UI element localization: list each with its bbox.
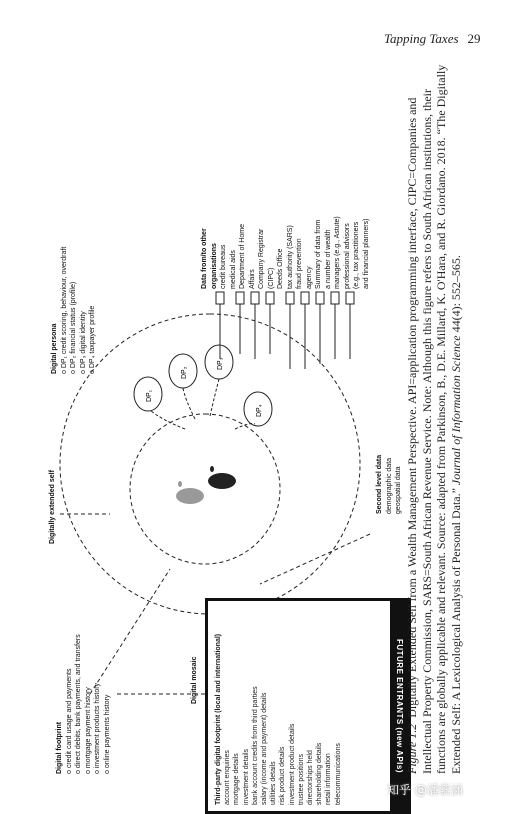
- list-item: bank account credits from third parties: [251, 686, 259, 805]
- future-entrants-list: [223, 634, 343, 805]
- list-item: o mortgage payment history: [84, 634, 94, 774]
- dp-ellipses: [134, 345, 272, 426]
- list-item: directorships held: [307, 750, 315, 805]
- future-entrants-content: [214, 634, 343, 805]
- list-item: credit bureaus: [220, 244, 227, 289]
- data-organisations-title: Data from/to other organisations: [201, 228, 218, 289]
- digital-footprint-block: [55, 634, 112, 774]
- list-item: o DP₃ digital identity: [79, 247, 89, 374]
- dp1-label: DP₁: [146, 389, 153, 402]
- list-item: o credit card usage and payments: [65, 634, 75, 774]
- caption-label: Figure 1.2: [405, 723, 419, 774]
- dp2-label: DP₂: [181, 366, 188, 379]
- list-item: account enquiries: [224, 750, 232, 805]
- digital-mosaic-label: Digital mosaic: [191, 656, 198, 704]
- caption-text: Digitally Extended Self from a Wealth Management Perspective. API=application programming interface, CIPC=Companies and Intellectual Property Commission, SARS=South African Revenue Service. Note: Although this figure refers to South African institutions, their functions are globally applicable and relevant. Source: adapted from Parkinson, B., D.E. Millard, K. O'Hara, and R. Giordano. 2018. “The Digitally Extended Self: A Lexicological Analysis of Personal Data.”: [405, 64, 463, 774]
- list-item: o direct debits, bank payments, and transfers: [74, 634, 84, 774]
- running-title: Tapping Taxes: [384, 31, 459, 46]
- list-item: risk product details: [279, 746, 287, 805]
- dp4-label: DP₄: [256, 404, 263, 417]
- running-header: [384, 31, 481, 47]
- dp-arrows: [150, 379, 255, 429]
- list-item: retail information: [325, 753, 333, 805]
- figure: [0, 214, 450, 814]
- list-item: salary (income and payment) details: [261, 692, 269, 805]
- caption-journal: Journal of Information Science: [448, 335, 463, 486]
- list-item: o DP₂ financial status (profile): [69, 247, 79, 374]
- data-organisations-block: [200, 214, 371, 289]
- caption-tail: 44(4): 552–565.: [448, 255, 463, 333]
- digital-persona-block: [50, 247, 98, 374]
- data-arrows: [220, 304, 350, 369]
- page-number: 29: [467, 31, 481, 46]
- figure-caption: [405, 54, 511, 774]
- inner-dashed-circle: [130, 414, 280, 564]
- list-item: tax authority (SARS): [286, 225, 294, 289]
- list-item: Department of Home Affairs: [239, 224, 256, 289]
- digital-persona-title: Digital persona: [51, 323, 58, 374]
- database-icons: [216, 292, 354, 304]
- future-entrants-box: [205, 598, 411, 814]
- list-item: Summary of data from a number of wealth managers (e.g., Astute): [315, 216, 341, 289]
- list-item: utilities details: [270, 761, 278, 805]
- list-item: demographic data: [385, 457, 393, 514]
- list-item: Deeds Office: [277, 248, 284, 289]
- list-item: geospatial data: [395, 466, 402, 514]
- future-entrants-title: Third-party digital footprint (local and international): [215, 633, 222, 805]
- list-item: o investment products history: [93, 634, 103, 774]
- list-item: shareholding details: [316, 742, 324, 805]
- list-item: o DP₄ taxpayer profile: [88, 247, 98, 374]
- list-item: telecommunications: [334, 743, 342, 805]
- digital-footprint-list: [65, 634, 113, 774]
- list-item: Company Registrar (CIPC): [258, 228, 275, 289]
- second-level-data-block: [375, 455, 404, 514]
- digitally-extended-self-label: Digitally extended self: [49, 470, 56, 544]
- list-item: mortgage details: [233, 753, 241, 805]
- list-item: o online payments history: [103, 634, 113, 774]
- list-item: trustee positions: [297, 754, 305, 805]
- list-item: professional advisors (e.g., tax practitioners and financial planners): [343, 218, 370, 289]
- future-entrants-banner: FUTURE ENTRANTS (new APIs): [390, 601, 408, 811]
- digital-footprint-title: Digital footprint: [56, 721, 63, 774]
- footprint-icons: [176, 466, 236, 504]
- dp3-label: DP₃: [217, 357, 224, 370]
- list-item: investment details: [242, 748, 250, 805]
- list-item: medical aids: [229, 250, 237, 289]
- list-item: investment product details: [288, 723, 296, 805]
- digital-persona-list: [60, 247, 98, 374]
- watermark: 知乎 @潘紫涵: [387, 783, 463, 797]
- second-level-data-title: Second level data: [376, 454, 383, 514]
- list-item: fraud prevention agency: [296, 238, 313, 289]
- list-item: o DP₁ credit scoring, behaviour, overdraft: [60, 247, 70, 374]
